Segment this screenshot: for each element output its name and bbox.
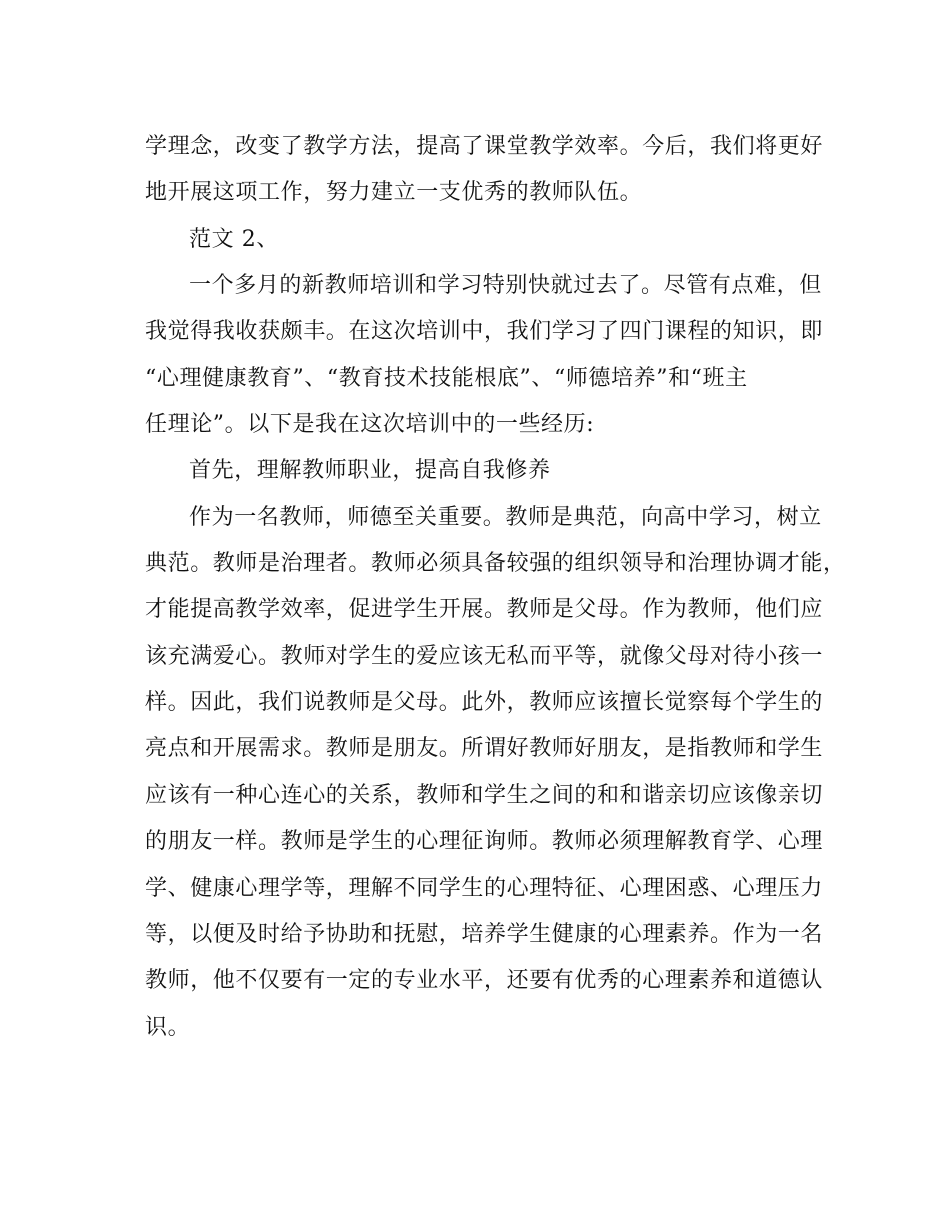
- text-line: 该充满爱心。教师对学生的爱应该无私而平等，就像父母对待小孩一: [145, 643, 824, 669]
- text-line: 样。因此，我们说教师是父母。此外，教师应该擅长觉察每个学生的: [145, 690, 824, 716]
- section-heading: 范文 2、: [189, 226, 279, 252]
- text-line: 我觉得我收获颇丰。在这次培训中，我们学习了四门课程的知识，即: [145, 319, 824, 345]
- text-line: 一个多月的新教师培训和学习特别快就过去了。尽管有点难，但: [189, 273, 822, 299]
- text-line: 识。: [145, 1014, 191, 1040]
- text-line: 学、健康心理学等，理解不同学生的心理特征、心理困惑、心理压力: [145, 875, 824, 901]
- text-line: 亮点和开展需求。教师是朋友。所谓好教师好朋友，是指教师和学生: [145, 736, 824, 762]
- subheading-line: 首先，理解教师职业，提高自我修养: [189, 458, 551, 484]
- text-line: 任理论”。以下是我在这次培训中的一些经历:: [145, 412, 595, 438]
- text-line: 典范。教师是治理者。教师必须具备较强的组织领导和治理协调才能，: [145, 551, 846, 577]
- text-line: 教师，他不仅要有一定的专业水平，还要有优秀的心理素养和道德认: [145, 968, 824, 994]
- text-line: 才能提高教学效率，促进学生开展。教师是父母。作为教师，他们应: [145, 597, 824, 623]
- text-line: 地开展这项工作，努力建立一支优秀的教师队伍。: [145, 180, 643, 206]
- text-line: 学理念，改变了教学方法，提高了课堂教学效率。今后，我们将更好: [145, 134, 824, 159]
- text-line: 作为一名教师，师德至关重要。教师是典范，向高中学习，树立: [189, 504, 822, 530]
- text-line: “心理健康教育”、“教育技术技能根底”、“师德培养”和“班主: [145, 365, 748, 391]
- text-line: 等，以便及时给予协助和抚慰，培养学生健康的心理素养。作为一名: [145, 921, 824, 947]
- text-line: 应该有一种心连心的关系，教师和学生之间的和和谐亲切应该像亲切: [145, 782, 824, 808]
- document-body: [145, 124, 846, 1051]
- text-line: 的朋友一样。教师是学生的心理征询师。教师必须理解教育学、心理: [145, 829, 824, 855]
